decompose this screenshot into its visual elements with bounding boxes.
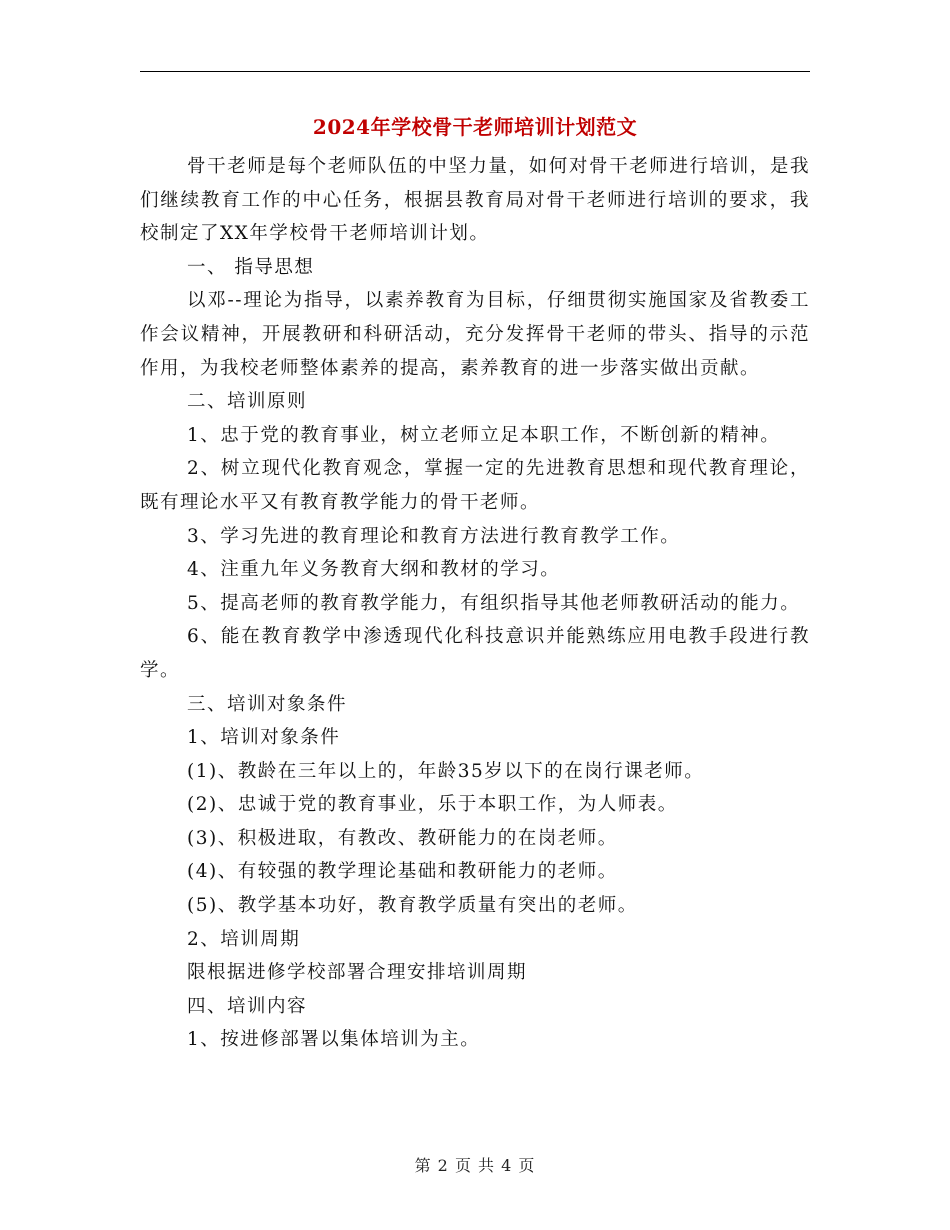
subsection-heading: 1、培训对象条件	[187, 727, 341, 749]
list-item: (5)、教学基本功好，教育教学质量有突出的老师。	[187, 895, 638, 917]
list-item: (1)、教龄在三年以上的，年龄35岁以下的在岗行课老师。	[187, 760, 705, 782]
list-item: (4)、有较强的教学理论基础和教研能力的老师。	[187, 861, 618, 883]
list-item: 5、提高老师的教育教学能力，有组织指导其他老师教研活动的能力。	[187, 592, 801, 614]
list-item: 1、按进修部署以集体培训为主。	[187, 1029, 481, 1051]
document-title: 2024年学校骨干老师培训计划范文	[312, 115, 638, 139]
paragraph: 限根据进修学校部署合理安排培训周期	[187, 962, 528, 984]
list-item: (3)、积极进取，有教改、教研能力的在岗老师。	[187, 827, 618, 849]
list-item: 4、注重九年义务教育大纲和教材的学习。	[187, 559, 561, 581]
list-item: 3、学习先进的教育理论和教育方法进行教育教学工作。	[187, 525, 681, 547]
section-heading: 一、 指导思想	[187, 256, 315, 278]
section-heading: 三、培训对象条件	[187, 693, 348, 715]
list-item: 6、能在教育教学中渗透现代化科技意识并能熟练应用电教手段进行教学。	[140, 626, 810, 681]
paragraph: 骨干老师是每个老师队伍的中坚力量，如何对骨干老师进行培训，是我们继续教育工作的中心任务，根据县教育局对骨干老师进行培训的要求，我校制定了XX年学校骨干老师培训计划。	[140, 156, 810, 245]
list-item: (2)、忠诚于党的教育事业，乐于本职工作，为人师表。	[187, 794, 678, 816]
page-number-footer: 第 2 页 共 4 页	[414, 1156, 536, 1175]
list-item: 2、树立现代化教育观念，掌握一定的先进教育思想和现代教育理论，既有理论水平又有教育教学能力的骨干老师。	[140, 458, 810, 513]
document-body	[140, 150, 810, 1057]
list-item: 1、忠于党的教育事业，树立老师立足本职工作，不断创新的精神。	[187, 424, 781, 446]
header-rule	[140, 71, 810, 72]
section-heading: 四、培训内容	[187, 995, 308, 1017]
section-heading: 二、培训原则	[187, 391, 308, 413]
subsection-heading: 2、培训周期	[187, 928, 301, 950]
paragraph: 以邓--理论为指导，以素养教育为目标，仔细贯彻实施国家及省教委工作会议精神，开展教研和科研活动，充分发挥骨干老师的带头、指导的示范作用，为我校老师整体素养的提高，素养教育的进一步落实做出贡献。	[140, 290, 810, 379]
